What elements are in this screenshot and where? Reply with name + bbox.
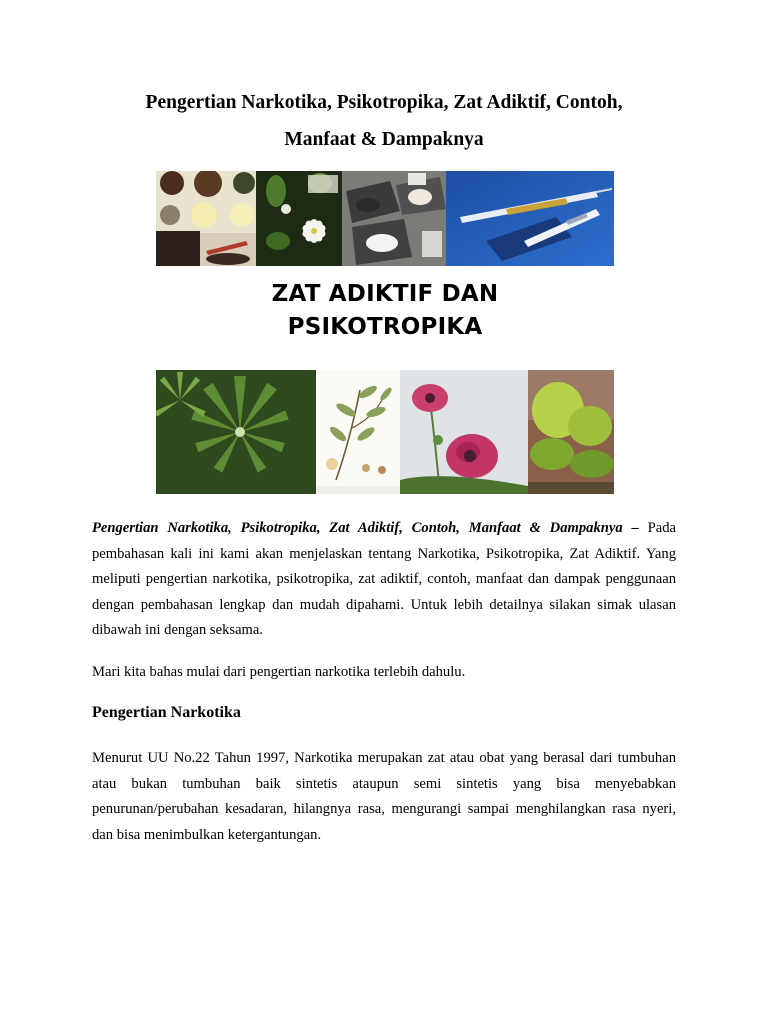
section-heading: Pengertian Narkotika [92,704,241,721]
intro-paragraph [92,516,676,644]
banner-image [156,170,614,495]
banner-title-line-1: ZAT ADIKTIF DAN [271,281,499,307]
document-title [92,84,676,158]
syringe-photo [446,171,614,266]
botanical-illustration [316,370,400,494]
paragraph-3: Menurut UU No.22 Tahun 1997, Narkotika merupakan zat atau obat yang berasal dari tumbuhan atau bukan tumbuhan baik sintetis ataupun semi sintetis yang bisa menyebabkan penurunan/perubahan kesadaran, hilangnya rasa, mengurangi sampai menghilangkan rasa nyeri, dan bisa menimbulkan ketergantungan. [92,750,676,843]
banner-top-strip [156,171,614,266]
document-title-line-2: Manfaat & Dampaknya [284,129,484,150]
herb-bowls-photo [156,171,256,266]
banner-title-line-2: PSIKOTROPIKA [287,314,483,340]
cannabis-plant-photo [156,370,316,494]
intro-lead: Pengertian Narkotika, Psikotropika, Zat Adiktif, Contoh, Manfaat & Dampaknya – [92,520,639,536]
paragraph-2: Mari kita bahas mulai dari pengertian narkotika terlebih dahulu. [92,664,466,680]
intro-text: Pada pembahasan kali ini kami akan menjelaskan tentang Narkotika, Psikotropika, Zat Adiktif. Yang meliputi pengertian narkotika, psikotropika, zat adiktif, contoh, manfaat dan dampak penggunaan dengan pembahasan lengkap dan mudah dipahami. Untuk lebih detailnya silakan simak ulasan dibawah ini dengan seksama. [92,520,676,638]
coca-flower-photo [256,171,342,266]
banner-title [156,278,614,344]
banner-bottom-strip [156,370,614,494]
powder-samples-photo [342,171,446,266]
poppy-flower-photo [400,370,528,494]
tobacco-plant-photo [528,370,614,494]
document-title-line-1: Pengertian Narkotika, Psikotropika, Zat Adiktif, Contoh, [145,92,623,113]
